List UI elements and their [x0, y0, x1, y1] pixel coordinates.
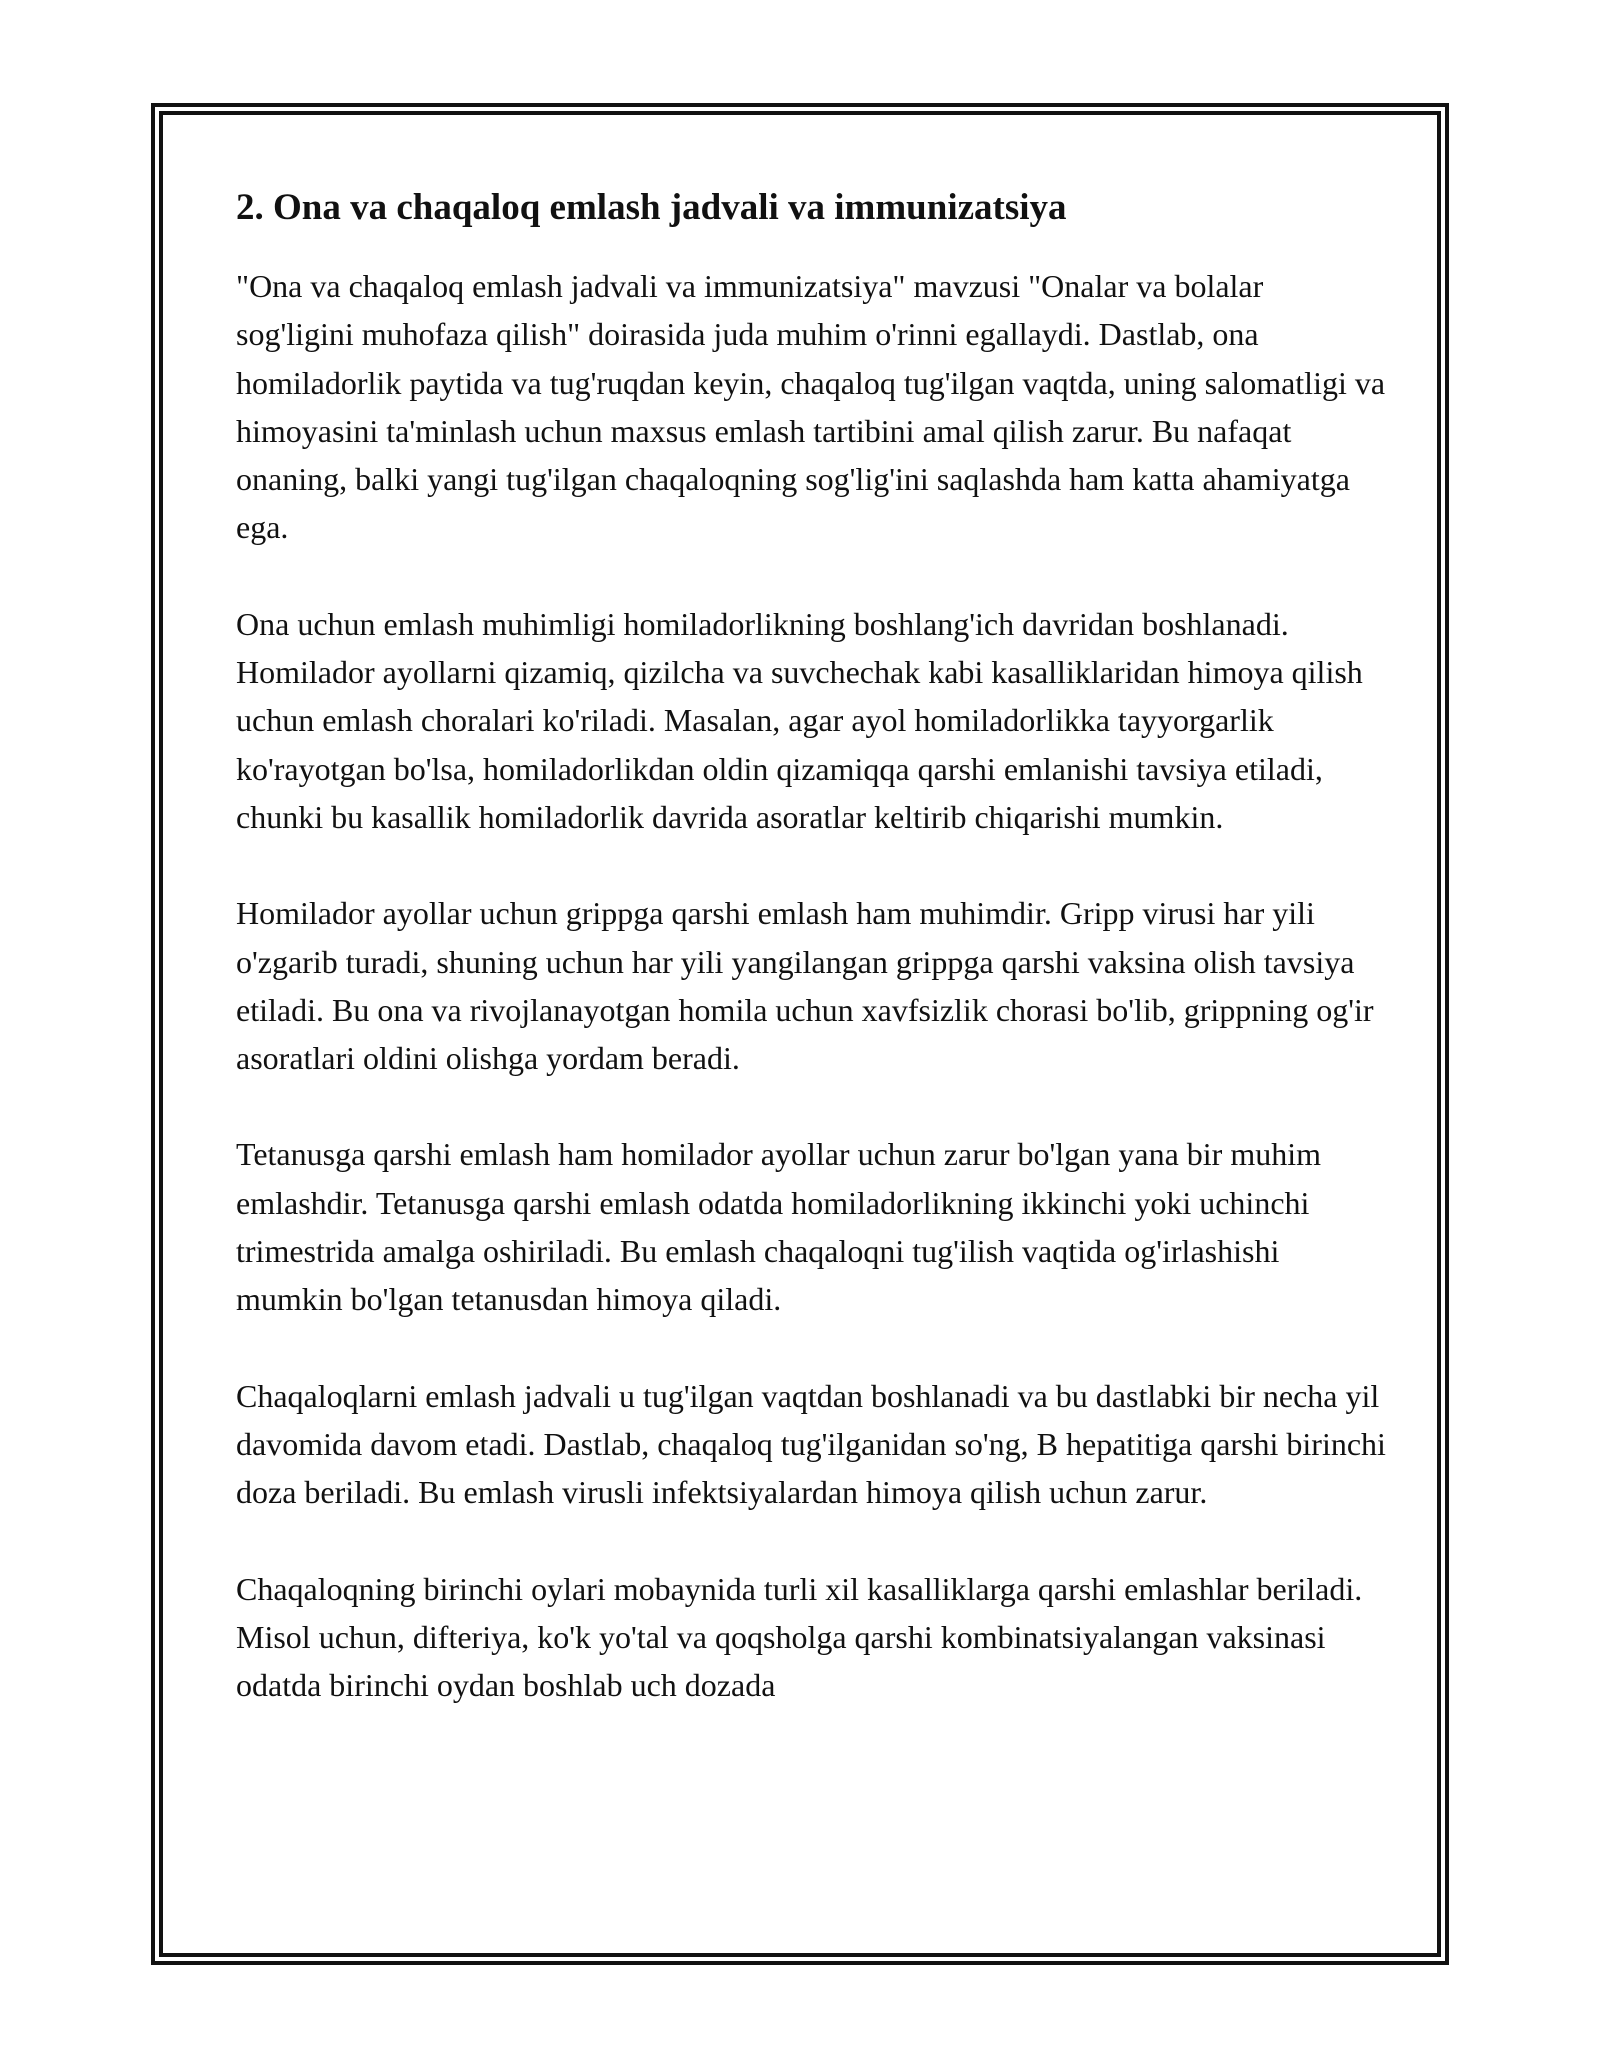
paragraph-6: Chaqaloqning birinchi oylari mobaynida turli xil kasalliklarga qarshi emlashlar beriladi. Misol uchun, difteriya, ko'k yo'tal va qoqsholga qarshi kombinatsiyalangan vaksinasi odatda birinchi oydan boshlab uch dozada: [236, 1570, 1363, 1704]
paragraph-3: Homilador ayollar uchun grippga qarshi emlash ham muhimdir. Gripp virusi har yili o'zgarib turadi, shuning uchun har yili yangilangan grippga qarshi vaksina olish tavsiya etiladi. Bu ona va rivojlanayotgan homila uchun xavfsizlik chorasi bo'lib, grippning og'ir asoratlari oldini olishga yordam beradi.: [236, 895, 1374, 1077]
paragraph-2: Ona uchun emlash muhimligi homiladorlikning boshlang'ich davridan boshlanadi. Homilador ayollarni qizamiq, qizilcha va suvchechak kabi kasalliklaridan himoya qilish uchun emlash choralari ko'riladi. Masalan, agar ayol homiladorlikka tayyorgarlik ko'rayotgan bo'lsa, homiladorlikdan oldin qizamiqqa qarshi emlanishi tavsiya etiladi, chunki bu kasallik homiladorlik davrida asoratlar keltirib chiqarishi mumkin.: [236, 605, 1363, 835]
paragraph-5: Chaqaloqlarni emlash jadvali u tug'ilgan vaqtdan boshlanadi va bu dastlabki bir necha yil davomida davom etadi. Dastlab, chaqaloq tug'ilganidan so'ng, B hepatitiga qarshi birinchi doza beriladi. Bu emlash virusli infektsiyalardan himoya qilish uchun zarur.: [236, 1377, 1386, 1511]
section-heading: 2. Ona va chaqaloq emlash jadvali va immunizatsiya: [236, 187, 1067, 228]
paragraph-4: Tetanusga qarshi emlash ham homilador ayollar uchun zarur bo'lgan yana bir muhim emlashdir. Tetanusga qarshi emlash odatda homiladorlikning ikkinchi yoki uchinchi trimestrida amalga oshiriladi. Bu emlash chaqaloqni tug'ilish vaqtida og'irlashishi mumkin bo'lgan tetanusdan himoya qiladi.: [236, 1136, 1321, 1318]
paragraph-1: "Ona va chaqaloq emlash jadvali va immunizatsiya" mavzusi "Onalar va bolalar sog'ligini muhofaza qilish" doirasida juda muhim o'rinni egallaydi. Dastlab, ona homiladorlik paytida va tug'ruqdan keyin, chaqaloq tug'ilgan vaqtda, uning salomatligi va himoyasini ta'minlash uchun maxsus emlash tartibini amal qilish zarur. Bu nafaqat onaning, balki yangi tug'ilgan chaqaloqning sog'lig'ini saqlashda ham katta ahamiyatga ega.: [236, 268, 1386, 546]
document-body: [236, 184, 1386, 1757]
